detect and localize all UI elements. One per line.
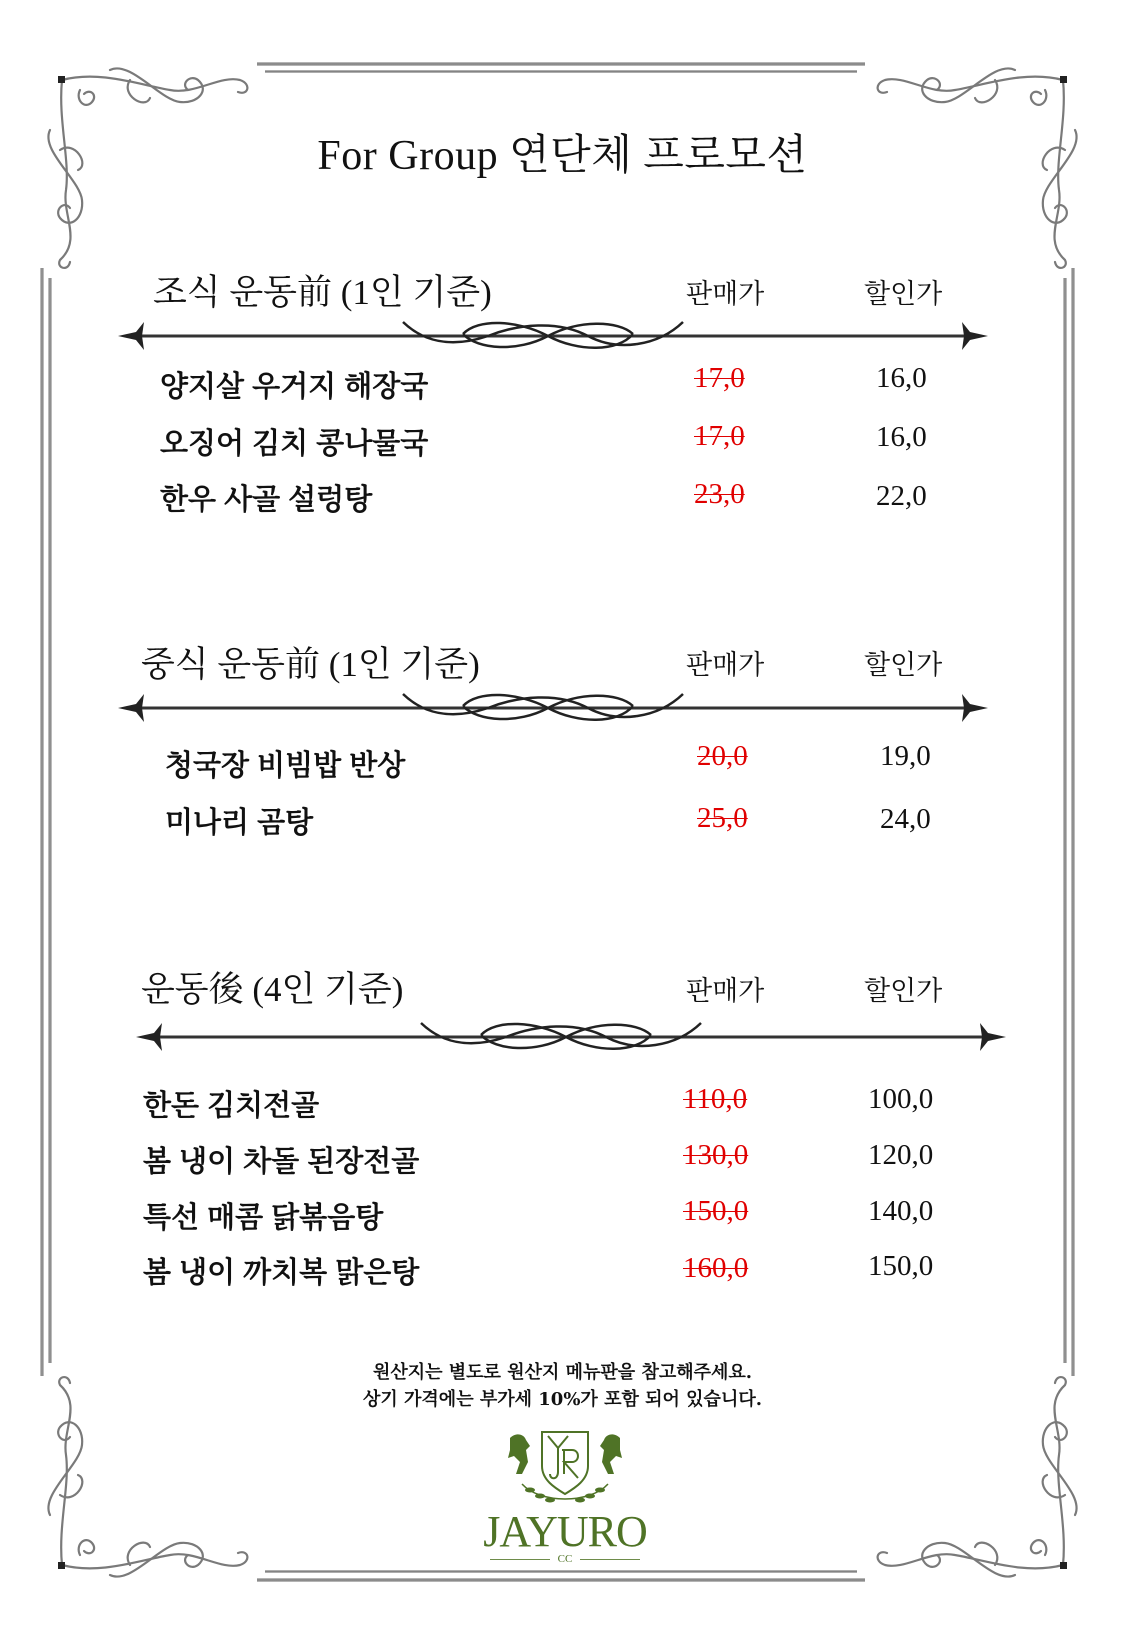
ornamental-divider-icon xyxy=(118,688,988,728)
item-name: 한돈 김치전골 xyxy=(143,1090,320,1122)
item-sale-price: 17,0 xyxy=(694,362,745,394)
item-sale-price: 20,0 xyxy=(697,740,748,772)
item-sale-price: 110,0 xyxy=(683,1083,748,1115)
logo-wordmark: JAYURO xyxy=(483,1507,647,1556)
item-sale-price: 23,0 xyxy=(694,478,745,510)
item-discount-price: 16,0 xyxy=(876,362,927,394)
item-name: 봄 냉이 까치복 맑은탕 xyxy=(143,1257,420,1289)
sale-price-header: 판매가 xyxy=(686,279,765,309)
item-name: 미나리 곰탕 xyxy=(165,807,314,839)
frame-right-line-outer xyxy=(1071,268,1075,1376)
item-discount-price: 16,0 xyxy=(876,421,927,453)
frame-bottom-line-inner xyxy=(265,1570,857,1573)
item-sale-price: 160,0 xyxy=(683,1252,749,1284)
item-sale-price: 25,0 xyxy=(697,802,748,834)
item-name: 한우 사골 설렁탕 xyxy=(160,484,373,516)
frame-bottom-line-outer xyxy=(257,1578,865,1582)
item-discount-price: 120,0 xyxy=(868,1139,934,1171)
item-discount-price: 140,0 xyxy=(868,1195,934,1227)
frame-top-line-inner xyxy=(265,70,857,73)
frame-top-line-outer xyxy=(257,62,865,66)
frame-left-line-inner xyxy=(48,278,52,1363)
jayuro-logo xyxy=(470,1428,660,1568)
item-sale-price: 17,0 xyxy=(694,420,745,452)
item-sale-price: 150,0 xyxy=(683,1195,749,1227)
item-discount-price: 100,0 xyxy=(868,1083,934,1115)
section-title: 운동後 (4인 기준) xyxy=(141,970,404,1009)
item-name: 오징어 김치 콩나물국 xyxy=(160,428,429,460)
section-title: 조식 운동前 (1인 기준) xyxy=(153,273,492,312)
origin-notice: 원산지는 별도로 원산지 메뉴판을 참고해주세요. xyxy=(372,1362,753,1383)
ornamental-divider-icon xyxy=(118,316,988,356)
item-name: 양지살 우거지 해장국 xyxy=(160,371,429,403)
frame-right-line-inner xyxy=(1063,278,1067,1363)
item-sale-price: 130,0 xyxy=(683,1139,749,1171)
item-discount-price: 150,0 xyxy=(868,1250,934,1282)
item-name: 봄 냉이 차돌 된장전골 xyxy=(143,1146,420,1178)
discount-price-header: 할인가 xyxy=(864,279,943,309)
frame-left-line-outer xyxy=(40,268,44,1376)
item-discount-price: 19,0 xyxy=(880,740,931,772)
discount-price-header: 할인가 xyxy=(864,976,943,1006)
page-title: For Group 연단체 프로모션 xyxy=(317,133,808,179)
vat-notice: 상기 가격에는 부가세 10%가 포함 되어 있습니다. xyxy=(362,1389,762,1410)
item-discount-price: 24,0 xyxy=(880,803,931,835)
section-title: 중식 운동前 (1인 기준) xyxy=(141,645,480,684)
sale-price-header: 판매가 xyxy=(686,650,765,680)
logo-cc: CC xyxy=(557,1553,573,1565)
ornamental-divider-icon xyxy=(136,1017,1006,1057)
crest-emblem-icon xyxy=(500,1428,630,1508)
item-name: 청국장 비빔밥 반상 xyxy=(165,750,406,782)
logo-rule-right xyxy=(580,1559,640,1560)
item-discount-price: 22,0 xyxy=(876,480,927,512)
item-name: 특선 매콤 닭볶음탕 xyxy=(143,1202,384,1234)
discount-price-header: 할인가 xyxy=(864,650,943,680)
sale-price-header: 판매가 xyxy=(686,976,765,1006)
